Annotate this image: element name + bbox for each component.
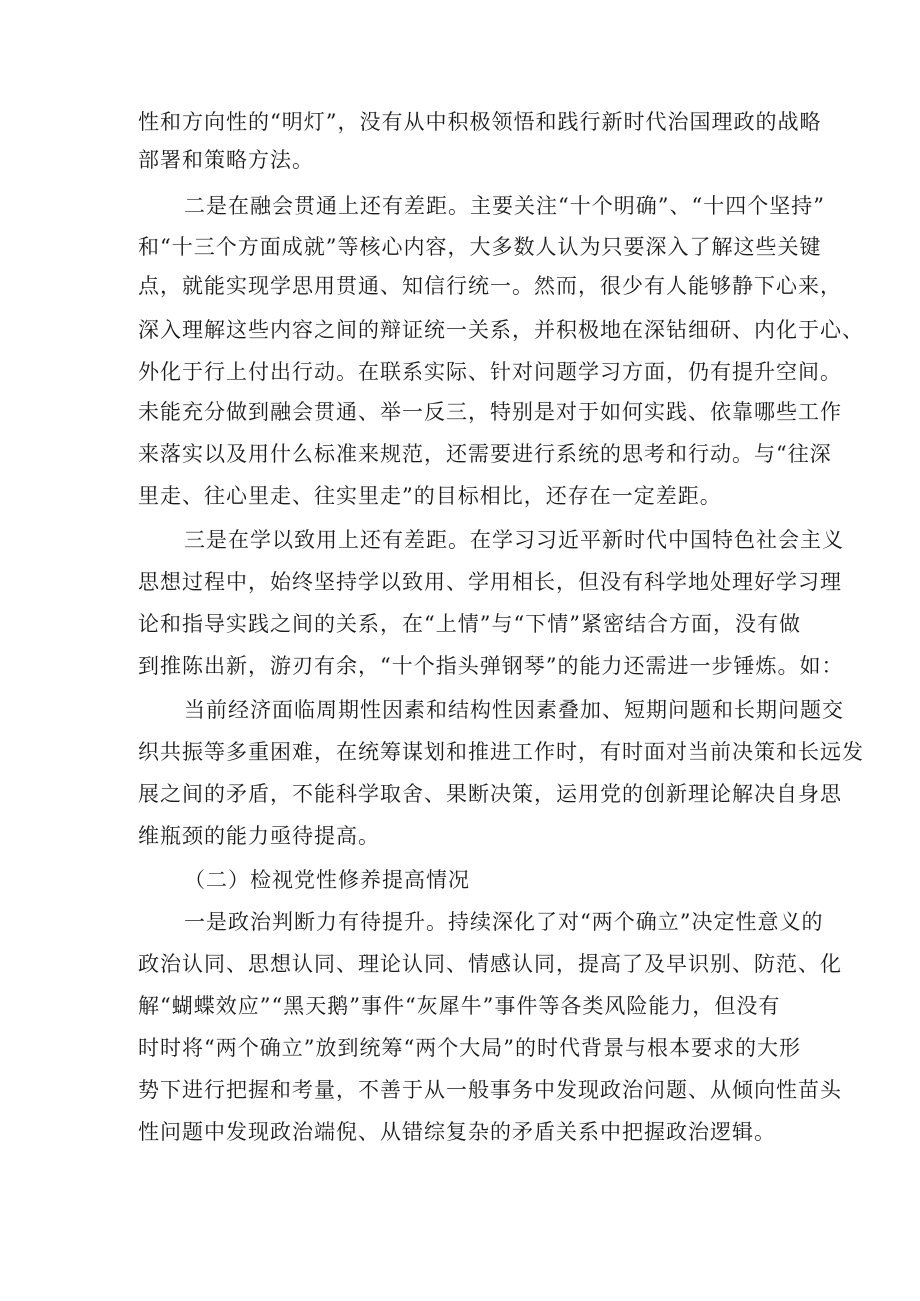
text-line: 展之间的矛盾，不能科学取舍、果断决策，运用党的创新理论解决自身思 — [138, 782, 842, 806]
text-line: 未能充分做到融会贯通、举一反三，特别是对于如何实践、依靠哪些工作 — [138, 400, 842, 424]
text-line: 时时将“两个确立”放到统筹“两个大局”的时代背景与根本要求的大形 — [138, 1036, 801, 1060]
text-line: 来落实以及用什么标准来规范，还需要进行系统的思考和行动。与“往深 — [138, 442, 832, 466]
section-heading: （二）检视党性修养提高情况 — [184, 868, 470, 892]
paragraph-start-line: 三是在学以致用上还有差距。在学习习近平新时代中国特色社会主义 — [184, 528, 844, 552]
text-line: 势下进行把握和考量，不善于从一般事务中发现政治问题、从倾向性苗头 — [138, 1078, 842, 1102]
paragraph-start-line: 二是在融会贯通上还有差距。主要关注“十个明确”、“十四个坚持” — [184, 194, 825, 218]
text-line: 性问题中发现政治端倪、从错综复杂的矛盾关系中把握政治逻辑。 — [138, 1120, 776, 1144]
text-line: 维瓶颈的能力亟待提高。 — [138, 824, 380, 848]
text-line: 性和方向性的“明灯”，没有从中积极领悟和践行新时代治国理政的战略 — [138, 110, 822, 134]
text-line: 深入理解这些内容之间的辩证统一关系，并积极地在深钻细研、内化于心、 — [138, 318, 864, 342]
paragraph-start-line: 一是政治判断力有待提升。持续深化了对“两个确立”决定性意义的 — [184, 910, 824, 934]
text-line: 织共振等多重困难，在统筹谋划和推进工作时，有时面对当前决策和长远发 — [138, 740, 864, 764]
paragraph-start-line: 当前经济面临周期性因素和结构性因素叠加、短期问题和长期问题交 — [184, 698, 844, 722]
text-line: 里走、往心里走、往实里走”的目标相比，还存在一定差距。 — [138, 484, 722, 508]
text-line: 论和指导实践之间的关系，在“上情”与“下情”紧密结合方面，没有做 — [138, 612, 801, 636]
text-line: 解“蝴蝶效应”“黑天鹅”事件“灰犀牛”事件等各类风险能力，但没有 — [138, 994, 781, 1018]
text-line: 到推陈出新，游刃有余，“十个指头弹钢琴”的能力还需进一步锤炼。如： — [138, 654, 844, 678]
text-line: 点，就能实现学思用贯通、知信行统一。然而，很少有人能够静下心来， — [138, 274, 842, 298]
text-line: 外化于行上付出行动。在联系实际、针对问题学习方面，仍有提升空间。 — [138, 360, 842, 384]
text-line: 政治认同、思想认同、理论认同、情感认同，提高了及早识别、防范、化 — [138, 952, 842, 976]
text-line: 思想过程中，始终坚持学以致用、学用相长，但没有科学地处理好学习理 — [138, 570, 842, 594]
text-line: 和“十三个方面成就”等核心内容，大多数人认为只要深入了解这些关键 — [138, 235, 822, 259]
text-line: 部署和策略方法。 — [138, 148, 314, 172]
